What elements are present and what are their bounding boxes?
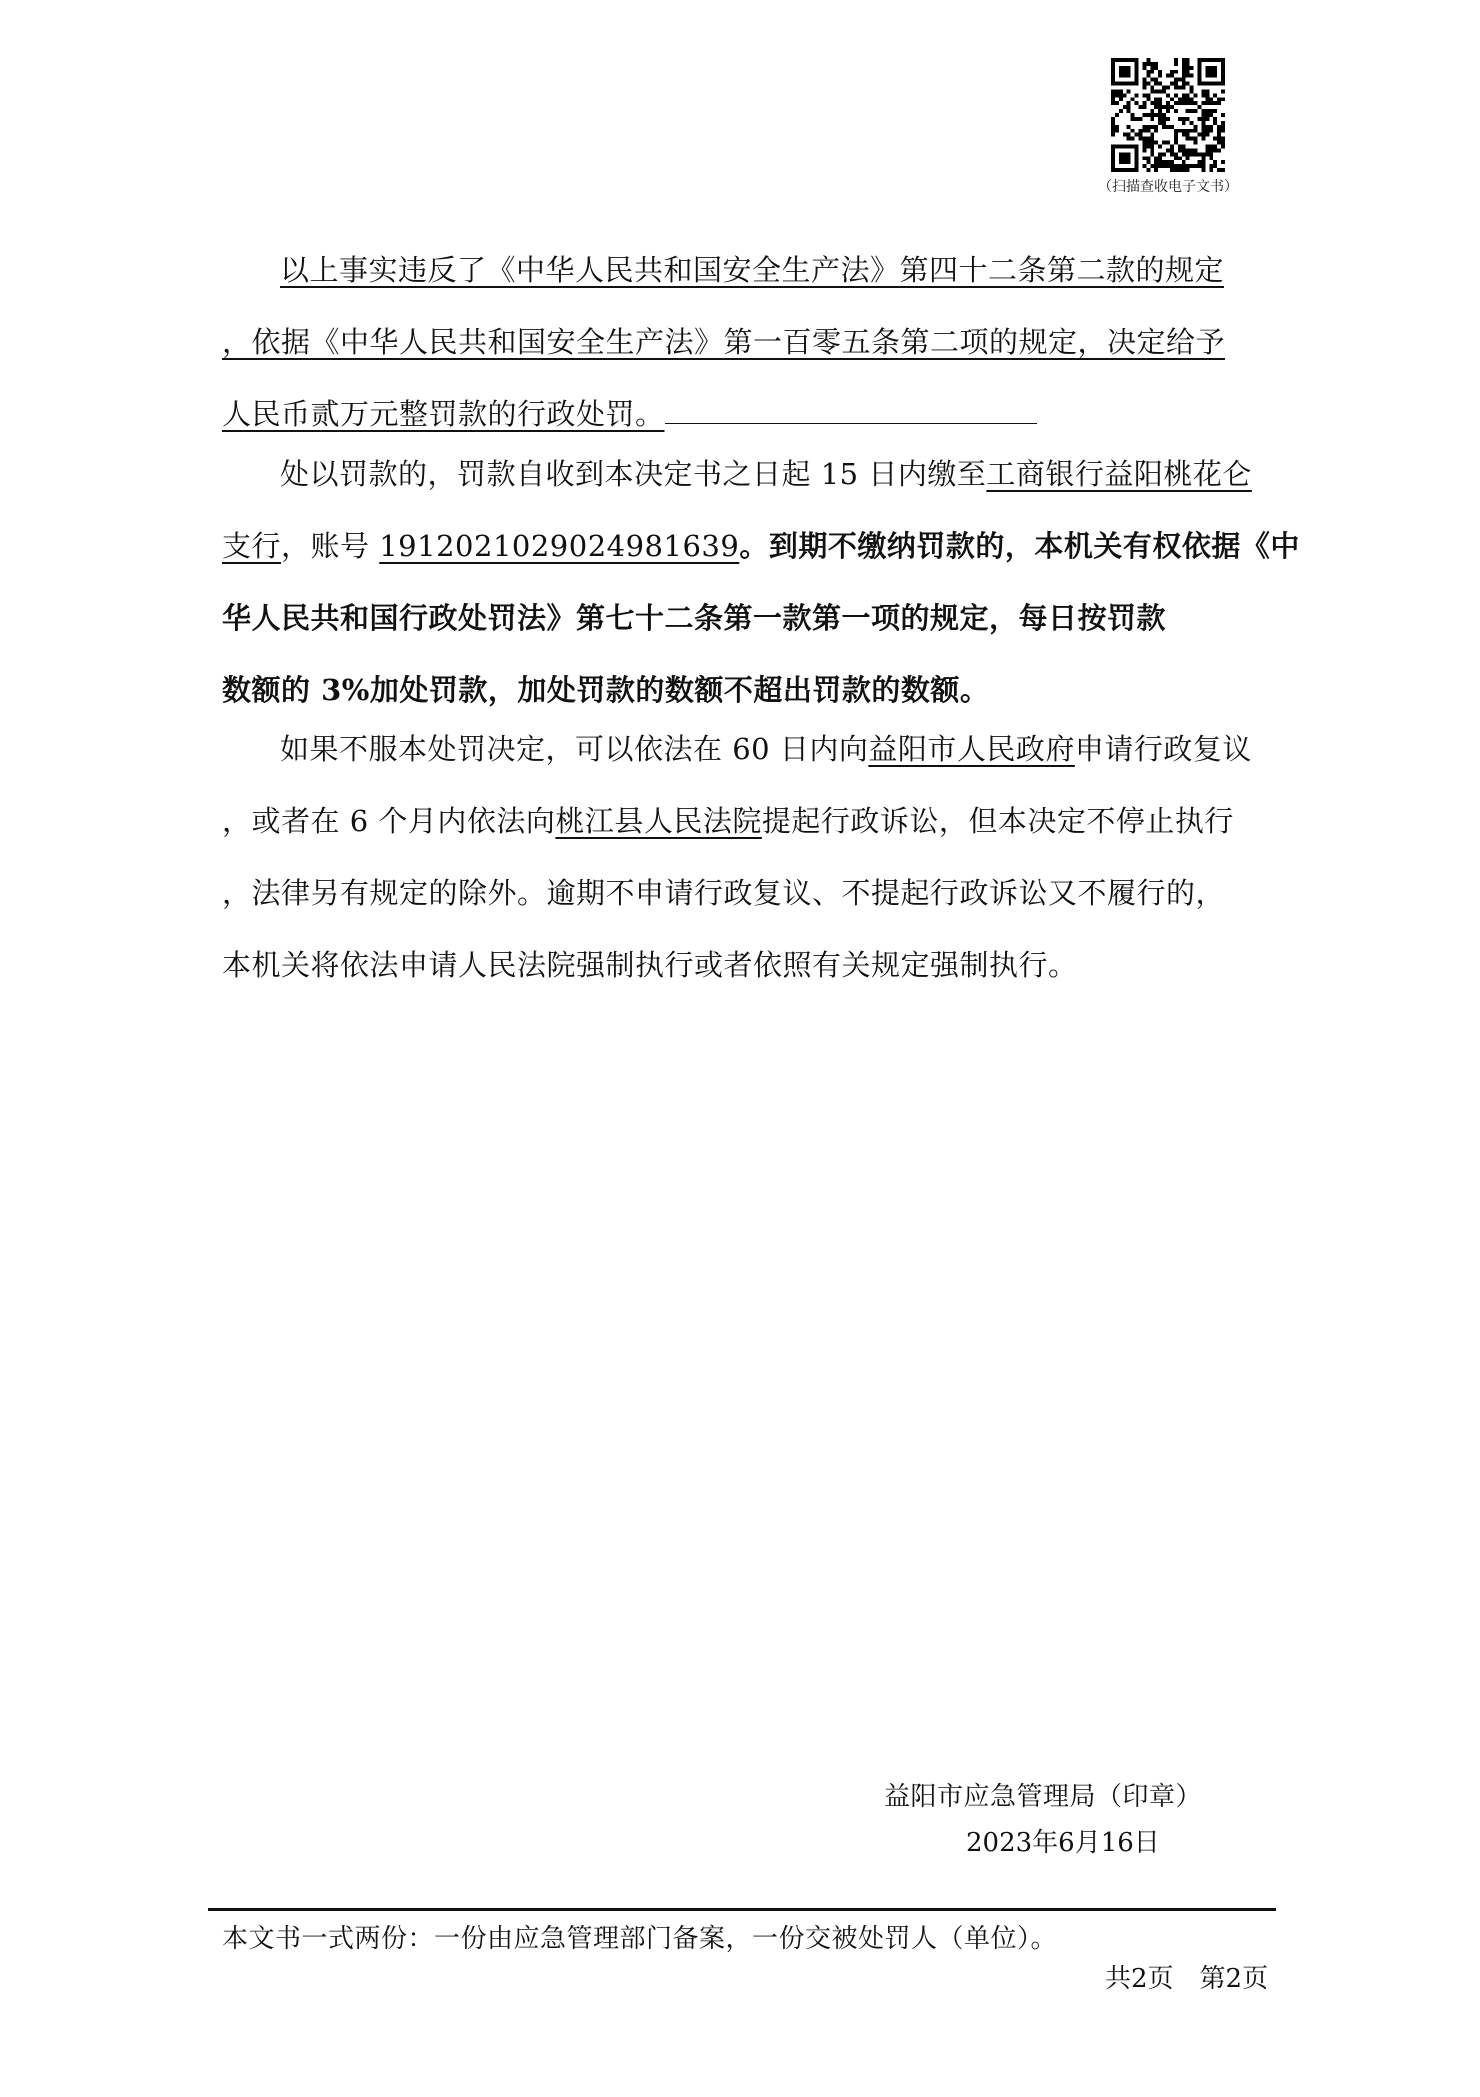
payment-paragraph: [222, 438, 1300, 726]
payment-line-1-prefix: 处以罚款的，罚款自收到本决定书之日起 15 日内缴至: [280, 457, 987, 491]
issuing-authority: 益阳市应急管理局（印章）: [884, 1782, 1203, 1812]
violation-line-1: 以上事实违反了《中华人民共和国安全生产法》第四十二条第二款的规定: [280, 253, 1225, 287]
late-fee-clause-end: 数额的 3%加处罚款，加处罚款的数额不超出罚款的数额。: [222, 673, 990, 707]
issue-date: 2023年6月16日: [966, 1828, 1160, 1858]
copies-note: 本文书一式两份：一份由应急管理部门备案，一份交被处罚人（单位）。: [222, 1924, 1058, 1954]
page-counter: 共2页 第2页: [1105, 1964, 1269, 1994]
qr-code-graphic: [1111, 58, 1225, 172]
violation-paragraph: [222, 234, 1272, 450]
violation-line-2: ，依据《中华人民共和国安全生产法》第一百零五条第二项的规定，决定给予: [222, 325, 1226, 359]
account-label: ，账号: [281, 529, 380, 563]
penalty-text: 人民币贰万元整罚款的行政处罚。: [222, 397, 665, 431]
appeal-paragraph: [222, 713, 1272, 1001]
appeal-line-4: 本机关将依法申请人民法院强制执行或者依照有关规定强制执行。: [222, 948, 1078, 982]
appeal-line-2-suffix: 提起行政诉讼，但本决定不停止执行: [761, 804, 1234, 838]
footer-divider: [208, 1908, 1276, 1911]
appeal-line-2-prefix: ，或者在 6 个月内依法向: [222, 804, 556, 838]
qr-code[interactable]: [1111, 58, 1225, 172]
bank-name-part-1: 工商银行益阳桃花仑: [986, 457, 1252, 491]
underline-filler: [665, 422, 1037, 424]
late-fee-clause-start: 。到期不缴纳罚款的，本机关有权依据《中: [739, 529, 1300, 563]
account-number: 1912021029024981639: [379, 529, 740, 563]
appeal-line-1-suffix: 申请行政复议: [1074, 732, 1252, 766]
bank-name-part-2: 支行: [222, 529, 282, 563]
court-name: 桃江县人民法院: [555, 804, 762, 838]
qr-caption: （扫描查收电子文书）: [1098, 179, 1238, 195]
appeal-line-1-prefix: 如果不服本处罚决定，可以依法在 60 日内向: [280, 732, 869, 766]
review-authority: 益阳市人民政府: [868, 732, 1075, 766]
appeal-line-3: ，法律另有规定的除外。逾期不申请行政复议、不提起行政诉讼又不履行的，: [222, 876, 1226, 910]
late-fee-clause-middle: 华人民共和国行政处罚法》第七十二条第一款第一项的规定，每日按罚款: [222, 601, 1167, 635]
